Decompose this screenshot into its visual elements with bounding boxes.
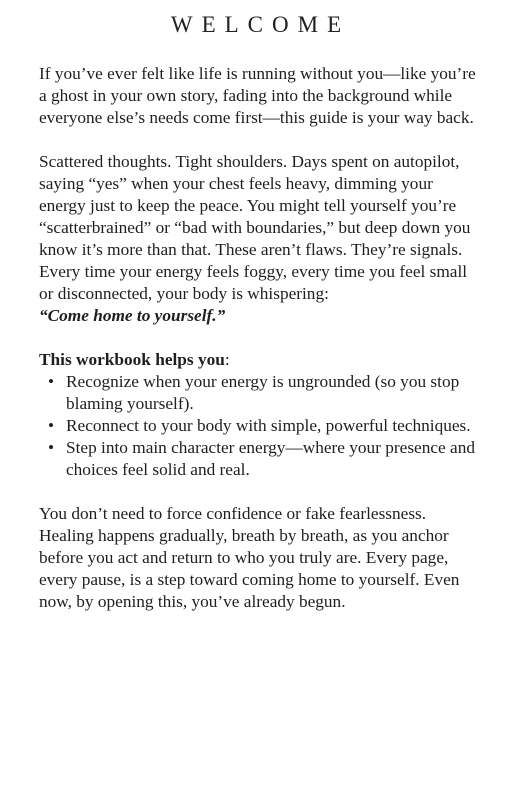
workbook-heading-text: This workbook helps you xyxy=(39,350,225,369)
intro-paragraph: If you’ve ever felt like life is running without you—like you’re a ghost in your own story, fading into the background while everyone else’s needs come first—this guide is your way back. xyxy=(39,64,476,127)
bullet-icon: • xyxy=(48,438,55,457)
workbook-heading-colon: : xyxy=(224,350,230,369)
list-item-text: Step into main character energy—where your presence and choices feel solid and real. xyxy=(66,438,475,479)
list-item xyxy=(39,371,477,415)
list-item-text: Reconnect to your body with simple, powerful techniques. xyxy=(66,416,471,435)
workbook-benefits-list xyxy=(39,371,477,481)
come-home-quote: “Come home to yourself.” xyxy=(39,306,226,325)
closing-paragraph: You don’t need to force confidence or fake fearlessness. Healing happens gradually, breath by breath, as you anchor before you act and return to who you truly are. Every page, every pause, is a step toward coming home to yourself. Even now, by opening this, you’ve already begun. xyxy=(39,504,460,611)
bullet-icon: • xyxy=(48,372,55,391)
list-item xyxy=(39,437,477,481)
workbook-heading xyxy=(39,349,477,371)
page-title: WELCOME xyxy=(170,12,351,37)
list-item xyxy=(39,415,477,437)
signals-paragraph xyxy=(39,151,477,327)
list-item-text: Recognize when your energy is ungrounded (so you stop blaming yourself). xyxy=(66,372,460,413)
bullet-icon: • xyxy=(48,416,55,435)
page-body xyxy=(39,63,477,635)
signals-paragraph-text: Scattered thoughts. Tight shoulders. Days spent on autopilot, saying “yes” when your chest feels heavy, dimming your energy just to keep the peace. You might tell yourself you’re “scatterbrained” or “bad with boundaries,” but deep down you know it’s more than that. These aren’t flaws. They’re signals. Every time your energy feels foggy, every time you feel small or disconnected, your body is whispering: xyxy=(39,152,471,303)
